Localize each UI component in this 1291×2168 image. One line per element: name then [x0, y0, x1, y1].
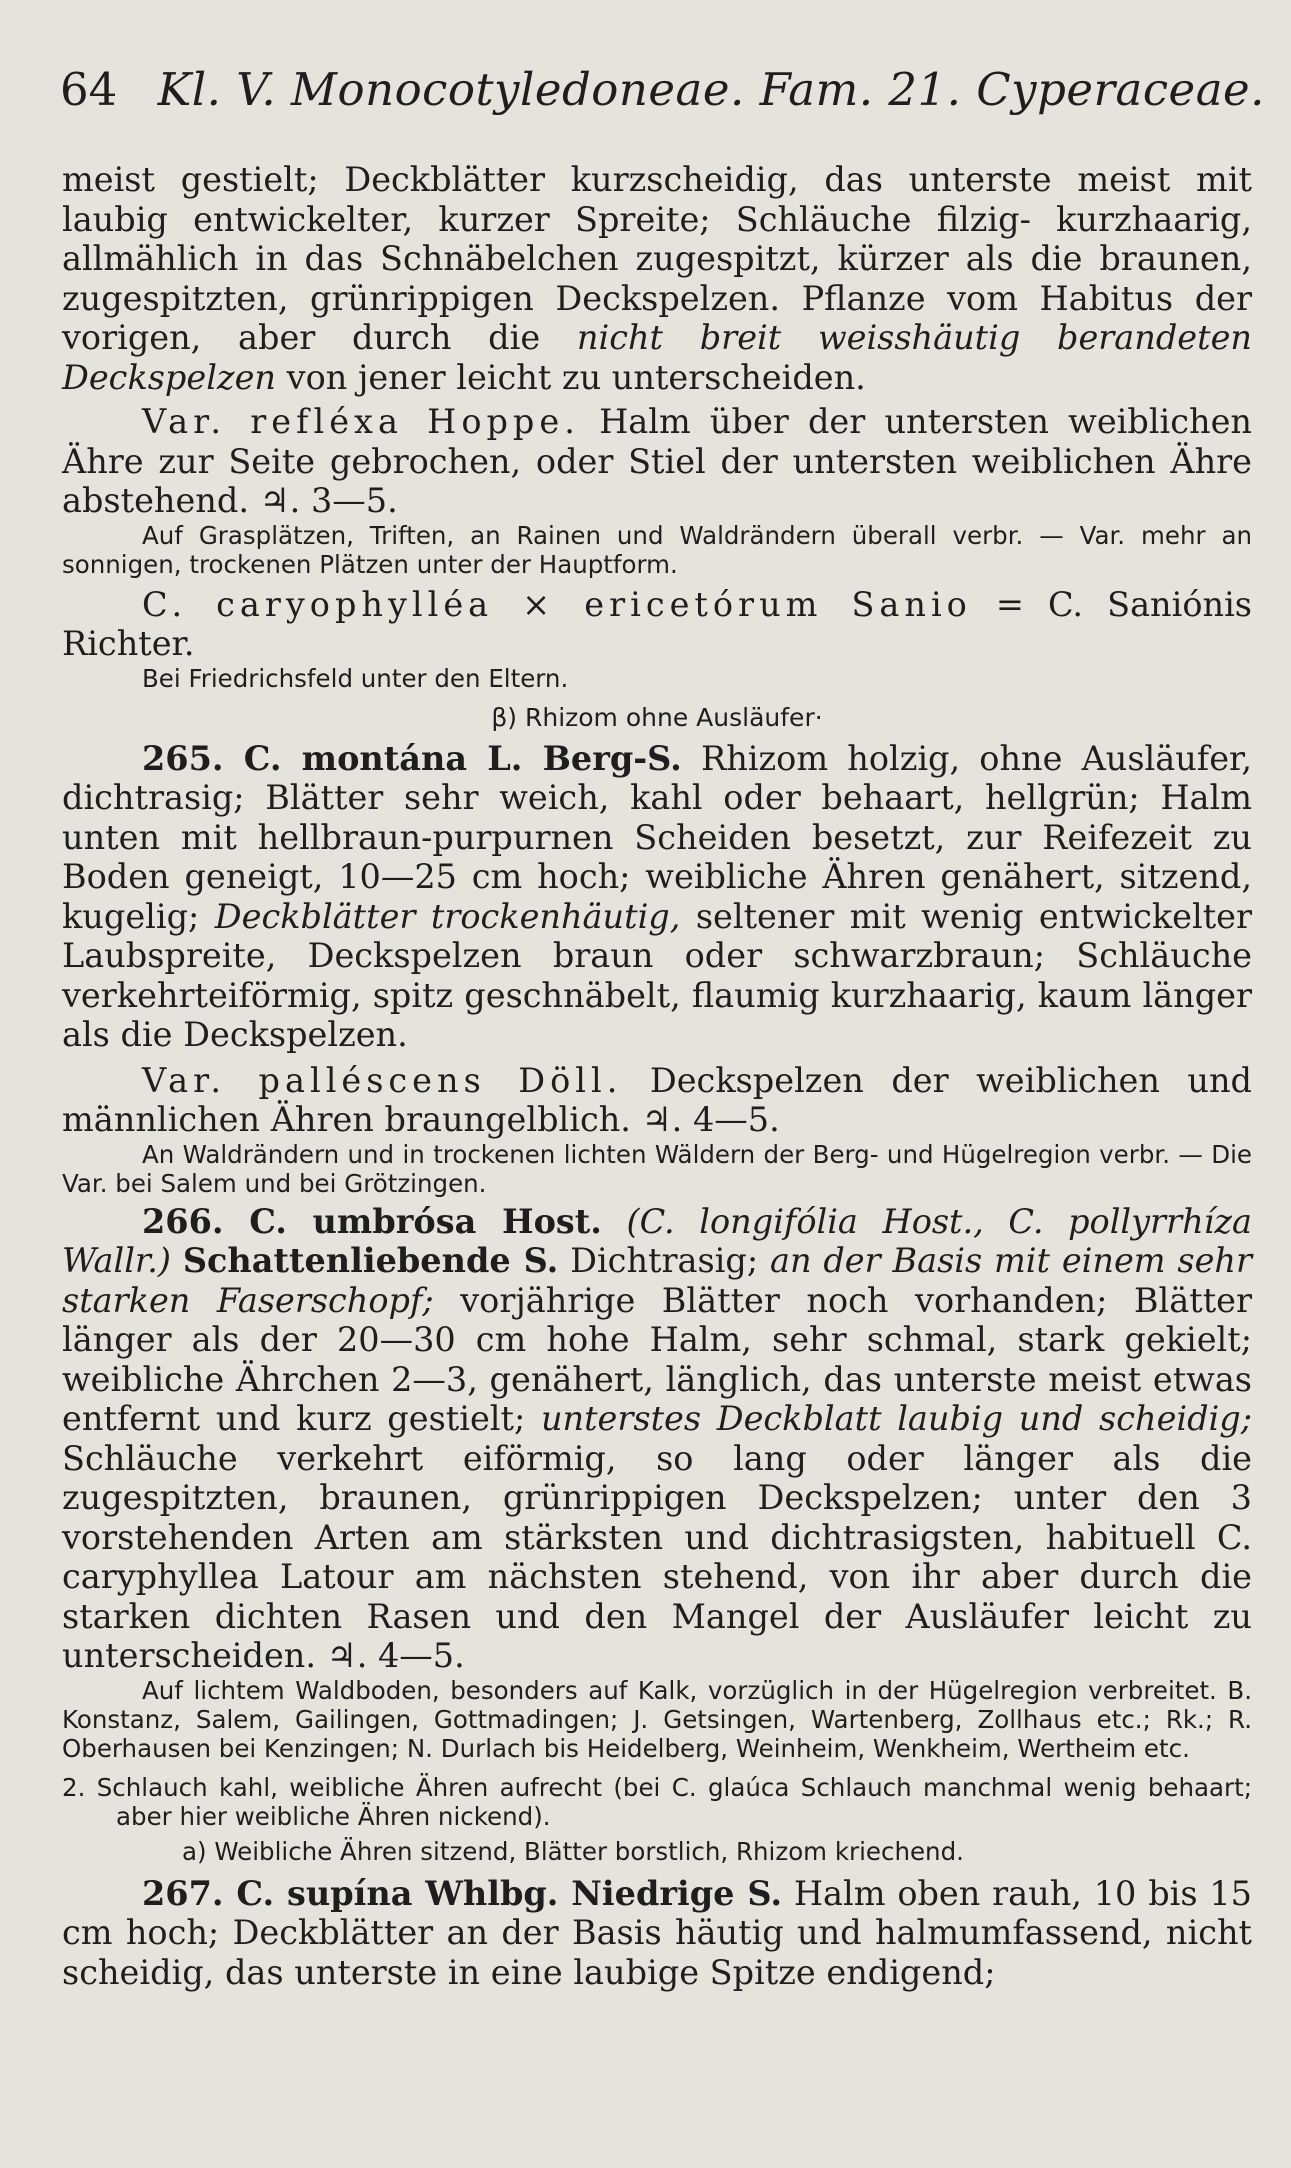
page-number: 64	[60, 63, 118, 116]
subgroup-heading: β) Rhizom ohne Ausläufer·	[491, 702, 823, 732]
species-267: 267. C. supína Whlbg. Niedrige S. Halm oben rauh, 10 bis 15 cm hoch; Deckblätter an der Basis häutig und halmumfassend, nicht scheidig, das unterste in eine laubige Spitze endigend;	[62, 1873, 1252, 1992]
running-header	[60, 60, 1265, 120]
key-item-2: 2. Schlauch kahl, weibliche Ähren aufrecht (bei C. glaúca Schlauch manchmal wenig behaart; aber hier weibliche Ähren nickend).	[62, 1772, 1252, 1831]
variety-reflexa: Var. refléxa Hoppe. Halm über der untersten weiblichen Ähre zur Seite gebrochen, oder Stiel der untersten weiblichen Ähre abstehend. ♃. 3—5.	[62, 402, 1252, 520]
paragraph-continuation: meist gestielt; Deckblätter kurzscheidig, das unterste meist mit laubig entwickelter, kurzer Spreite; Schläuche filzig- kurzhaarig, allmählich in das Schnäbelchen zugespitzt, kürzer als die braunen, zugespitzten, grünrippigen Deckspelzen. Pflanze vom Habitus der vorigen, aber durch die nicht breit weisshäutig berandeten Deckspelzen von jener leicht zu unterscheiden.	[62, 160, 1252, 397]
species-heading: 267. C. supína Whlbg. Niedrige S.	[142, 1873, 782, 1913]
species-265: 265. C. montána L. Berg-S. Rhizom holzig, ohne Ausläufer, dichtrasig; Blätter sehr weich, kahl oder behaart, hellgrün; Halm unten mit hellbraun-purpurnen Scheiden besetzt, zur Reifezeit zu Boden geneigt, 10—25 cm hoch; weibliche Ähren genähert, sitzend, kugelig; Deckblätter trockenhäutig, seltener mit wenig entwickelter Laubspreite, Deckspelzen braun oder schwarzbraun; Schläuche verkehrteiförmig, spitz geschnäbelt, flaumig kurzhaarig, kaum länger als die Deckspelzen.	[62, 738, 1253, 1054]
species-266: 266. C. umbrósa Host. (C. longifólia Host., C. pollyrrhíza Wallr.) Schattenliebende S. Dichtrasig; an der Basis mit einem sehr starken Faserschopf; vorjährige Blätter noch vorhanden; Blätter länger als der 20—30 cm hohe Halm, sehr schmal, stark gekielt; weibliche Ährchen 2—3, genähert, länglich, das unterste meist etwas entfernt und kurz gestielt; unterstes Deckblatt laubig und scheidig; Schläuche verkehrt eiförmig, so lang oder länger als die zugespitzten, braunen, grünrippigen Deckspelzen; unter den 3 vorstehenden Arten am stärksten und dichtrasigsten, habituell C. caryphyllea Latour am nächsten stehend, von ihr aber durch die starken dichten Rasen und den Mangel der Ausläufer leicht zu unterscheiden. ♃. 4—5.	[62, 1201, 1253, 1675]
text-body	[62, 160, 1252, 1992]
hybrid-entry: C. caryophylléa × ericetórum Sanio = C. Saniónis Richter.	[62, 584, 1252, 663]
page-title: Kl. V. Monocotyledoneae. Fam. 21. Cyperaceae.	[157, 63, 1265, 116]
hybrid-locality: Bei Friedrichsfeld unter den Eltern.	[142, 663, 569, 693]
habitat-note: Auf Grasplätzen, Triften, an Rainen und Waldrändern überall verbr. — Var. mehr an sonnigen, trockenen Plätzen unter der Hauptform.	[62, 520, 1252, 579]
habitat-note: Auf lichtem Waldboden, besonders auf Kalk, vorzüglich in der Hügelregion verbreitet. B. Konstanz, Salem, Gailingen, Gottmadingen; J. Getsingen, Wartenberg, Zollhaus etc.; Rk.; R. Oberhausen bei Kenzingen; N. Durlach bis Heidelberg, Weinheim, Wenkheim, Wertheim etc.	[62, 1675, 1252, 1763]
variety-pallescens: Var. palléscens Döll. Deckspelzen der weiblichen und männlichen Ähren braungelblich. ♃. 4—5.	[62, 1060, 1253, 1139]
key-item-2a: a) Weibliche Ähren sitzend, Blätter borstlich, Rhizom kriechend.	[182, 1836, 964, 1866]
habitat-note: An Waldrändern und in trockenen lichten Wäldern der Berg- und Hügelregion verbr. — Die Var. bei Salem und bei Grötzingen.	[62, 1139, 1252, 1198]
species-heading: 266. C. umbrósa Host.	[142, 1201, 602, 1241]
species-heading: 265. C. montána L. Berg-S.	[142, 738, 682, 778]
